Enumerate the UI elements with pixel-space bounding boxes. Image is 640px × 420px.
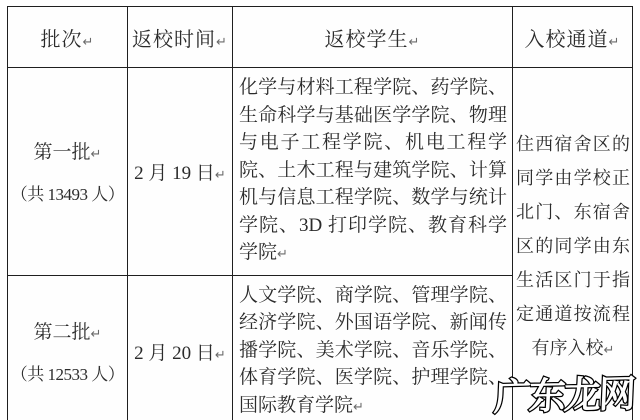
- paragraph-mark: ↵: [82, 34, 95, 50]
- paragraph-mark: ↵: [277, 247, 288, 262]
- batch-1-date-cell: [128, 68, 233, 276]
- batch-2-cell: [8, 275, 128, 420]
- table-row-batch-1: [8, 68, 633, 276]
- batch-2-students: 人文学院、商学院、管理学院、经济学院、外国语学院、新闻传播学院、美术学院、音乐学院、体育学院、医学院、护理学院、国际教育学院: [239, 284, 507, 416]
- batch-1-name: 第一批↵: [33, 142, 102, 164]
- return-schedule-table: [7, 6, 633, 420]
- header-label-date: 返校时间: [132, 28, 217, 51]
- paragraph-mark: ↵: [408, 34, 421, 50]
- batch-2-date: 2 月 20 日: [134, 342, 215, 364]
- paragraph-mark: ↵: [90, 147, 102, 163]
- header-label-channel: 入校通道: [524, 28, 609, 51]
- paragraph-mark: ↵: [216, 34, 228, 50]
- header-cell-channel: [513, 7, 633, 68]
- batch-1-count: （共 13493 人）: [10, 185, 125, 205]
- paragraph-mark: ↵: [214, 347, 226, 363]
- batch-2-date-cell: [128, 275, 233, 420]
- header-label-batch: 批次: [40, 28, 83, 51]
- header-cell-date: [128, 7, 233, 68]
- header-cell-batch: [8, 7, 128, 68]
- paragraph-mark: ↵: [353, 399, 364, 415]
- batch-2-count: （共 12533 人）: [10, 365, 125, 385]
- header-row: [8, 7, 633, 68]
- batch-2-name: 第二批↵: [33, 322, 102, 344]
- header-cell-students: [233, 7, 513, 68]
- batch-1-students-cell: [233, 68, 513, 276]
- paragraph-mark: ↵: [608, 34, 621, 50]
- batch-2-students-cell: [233, 275, 513, 420]
- batch-1-date: 2 月 19 日: [134, 162, 215, 184]
- batch-1-cell: [8, 68, 128, 276]
- paragraph-mark: ↵: [90, 327, 102, 343]
- paragraph-mark: ↵: [603, 343, 615, 358]
- header-label-students: 返校学生: [324, 28, 409, 51]
- watermark-guangdonglongwang: 广东龙网: [492, 372, 635, 419]
- batch-1-students: 化学与材料工程学院、药学院、生命科学与基础医学学院、物理与电子工程学院、机电工程学院、土木工程与建筑学院、计算机与信息工程学院、数学与统计学院、3D 打印学院、教育科学学院: [239, 77, 507, 263]
- entry-channel-text: 住西宿舍区的同学由学校正北门、东宿舍区的同学由东生活区门于指定通道按流程有序入校: [516, 134, 630, 358]
- paragraph-mark: ↵: [214, 167, 226, 183]
